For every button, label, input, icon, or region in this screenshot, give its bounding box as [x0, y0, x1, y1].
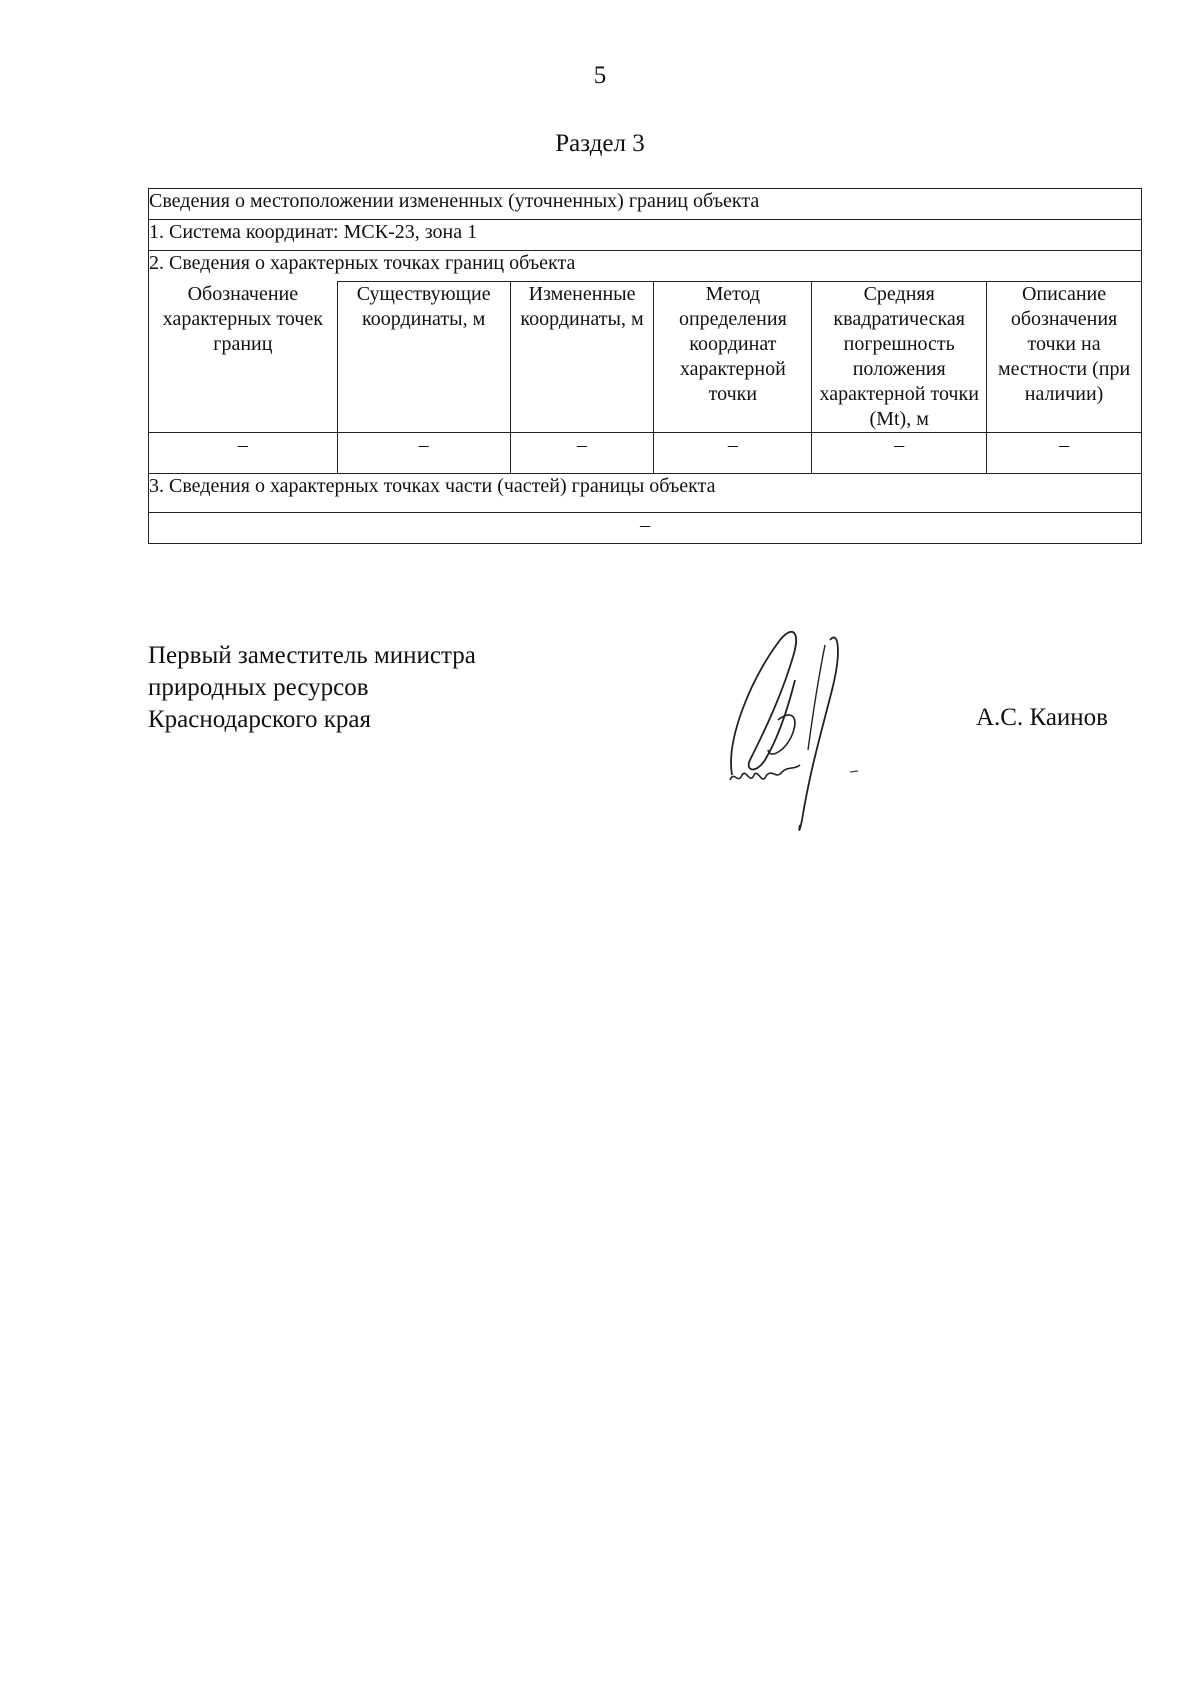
table-cell: – — [337, 433, 510, 474]
column-header: Существующие координаты, м — [337, 282, 510, 433]
table-row — [149, 433, 1142, 474]
signatory-title-line: Краснодарского края — [148, 706, 371, 733]
coordinate-system: 1. Система координат: МСК-23, зона 1 — [149, 220, 1142, 251]
signatory-title — [148, 640, 476, 736]
parts-value: – — [149, 513, 1142, 544]
page-number: 5 — [593, 62, 607, 89]
table-header: Сведения о местоположении измененных (уточненных) границ объекта — [149, 189, 1142, 220]
signatory-title-line: Первый заместитель министра — [148, 642, 476, 669]
column-header: Измененные координаты, м — [510, 282, 654, 433]
column-header: Описание обозначения точки на местности (при наличии) — [987, 282, 1142, 433]
parts-title: 3. Сведения о характерных точках части (частей) границы объекта — [149, 474, 1142, 513]
section-title: Раздел 3 — [555, 130, 645, 157]
table-cell: – — [987, 433, 1142, 474]
boundary-table — [148, 188, 1142, 544]
table-cell: – — [510, 433, 654, 474]
points-title: 2. Сведения о характерных точках границ объекта — [149, 251, 1142, 282]
table-cell: – — [654, 433, 812, 474]
column-header: Метод определения координат характерной точки — [654, 282, 812, 433]
signatory-title-line: природных ресурсов — [148, 674, 369, 701]
table-cell: – — [812, 433, 987, 474]
column-header: Средняя квадратическая погрешность положения характерной точки (Mt), м — [812, 282, 987, 433]
signatory-name: А.С. Каинов — [976, 704, 1108, 731]
column-header-row — [149, 282, 1142, 433]
handwritten-signature — [720, 620, 900, 840]
table-cell: – — [149, 433, 338, 474]
column-header: Обозначение характерных точек границ — [149, 282, 338, 433]
